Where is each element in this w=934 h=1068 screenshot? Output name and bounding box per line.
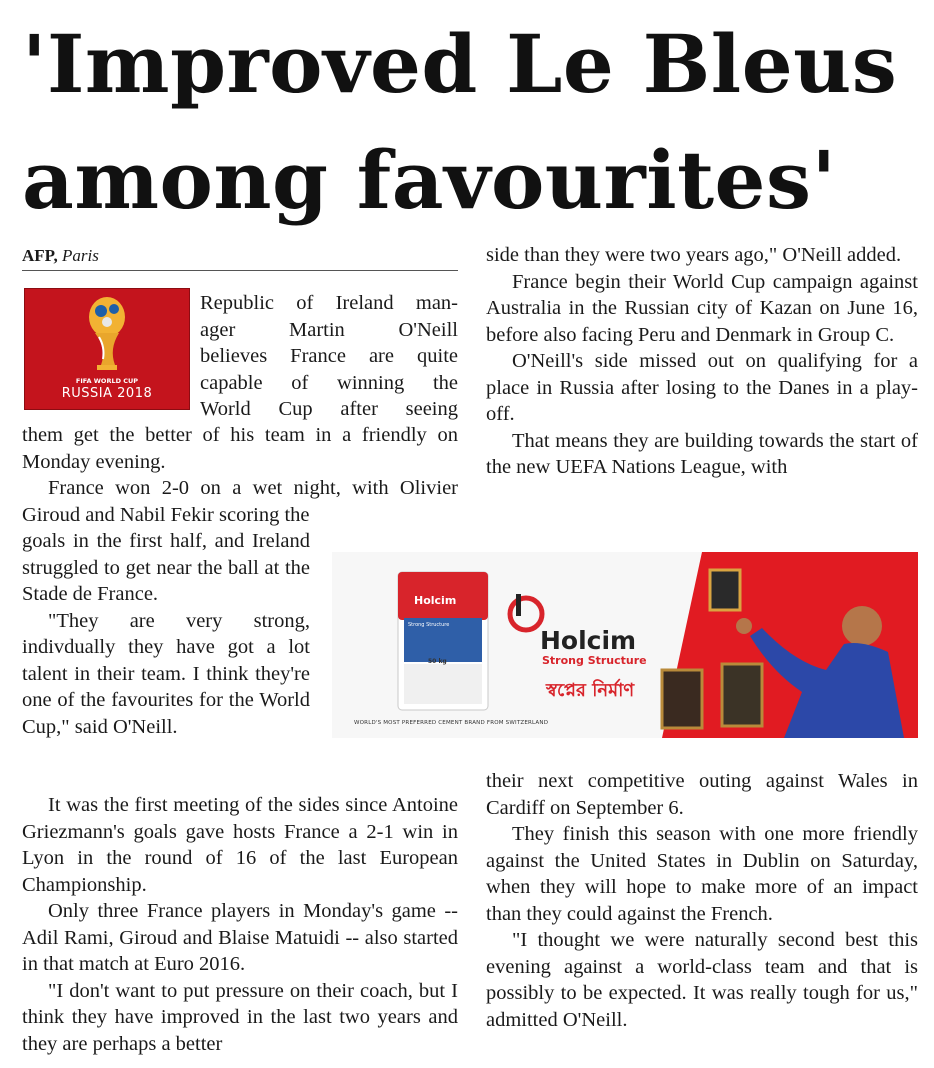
headline-line-1: 'Improved Le Bleus [22,17,898,111]
headline [22,6,922,238]
para-2-top: France won 2-0 on a wet night, with Olivier Giroud and Nabil Fekir scoring the [22,477,458,526]
world-cup-logo-image [24,288,190,410]
byline [22,244,458,271]
column-1-narrow [22,528,310,740]
para-6: "I don't want to put pressure on their coach, but I think they have improved in the last two years and they are perhaps a better [22,979,458,1055]
para-1-line-d: capable of winning the [200,371,458,394]
para-11: "I thought we were naturally second best this evening against a world-class team and that is possibly to be expected. It was really tough for us," admitted O'Neill. [486,929,918,1031]
ad-slogan: Strong Structure [542,654,647,667]
para-5: Only three France players in Monday's game -- Adil Rami, Giroud and Blaise Matuidi -- also started in that match at Euro 2016. [22,900,458,975]
bag-brand: Holcim [414,594,457,607]
ad-tagline: WORLD'S MOST PREFERRED CEMENT BRAND FROM SWITZERLAND [354,720,549,726]
para-3: "They are very strong, indivdually they have got a lot talent in their team. I think they're one of the favourites for the World Cup," said O'Neill. [22,609,310,738]
para-9-continuation: their next competitive outing against Wales in Cardiff on September 6. [486,770,918,819]
logo-line-2: RUSSIA 2018 [61,386,153,401]
para-1-continuation: them get the better of his team in a friendly on Monday evening. [22,424,458,473]
ad-brand: Holcim [540,626,637,655]
headline-line-2: among favourites' [22,133,837,227]
para-2-bottom: goals in the first half, and Ireland struggled to get near the ball at the Stade de France. [22,530,310,605]
para-1-line-b: ager Martin O'Neill [200,318,458,341]
para-1-rest [22,422,458,528]
byline-agency: AFP, [22,246,58,265]
bag-weight: 50 kg [428,658,447,665]
para-1-line-e: World Cup after seeing [200,398,458,420]
para-10: They finish this season with one more friendly against the United States in Dublin on Saturday, when they will hope to make more of an impact than they could against the French. [486,823,918,925]
para-1-line-a: Republic of Ireland man- [200,292,458,314]
column-2-upper [486,242,918,481]
byline-place: Paris [62,246,99,265]
para-9: That means they are building towards the start of the new UEFA Nations League, with [486,429,918,478]
para-6-continuation: side than they were two years ago," O'Neill added. [486,244,902,266]
bag-line: Strong Structure [408,622,450,628]
column-1-lower [22,766,458,1057]
logo-line-1: FIFA WORLD CUP [75,377,139,385]
holcim-advertisement[interactable] [332,552,918,738]
para-8: O'Neill's side missed out on qualifying for a place in Russia after losing to the Danes in a play-off. [486,350,918,425]
ad-bengali-text: স্বপ্নের নির্মাণ [546,680,635,701]
para-1-wrap [200,290,458,423]
column-2-lower [486,768,918,1033]
para-7: France begin their World Cup campaign against Australia in the Russian city of Kazan on June 16, before also facing Peru and Denmark in Group C. [486,270,918,346]
para-4: It was the first meeting of the sides since Antoine Griezmann's goals gave hosts France a 2-1 win in Lyon in the round of 16 of the last European Championship. [22,794,458,896]
para-1-line-c: believes France are quite [200,345,458,367]
